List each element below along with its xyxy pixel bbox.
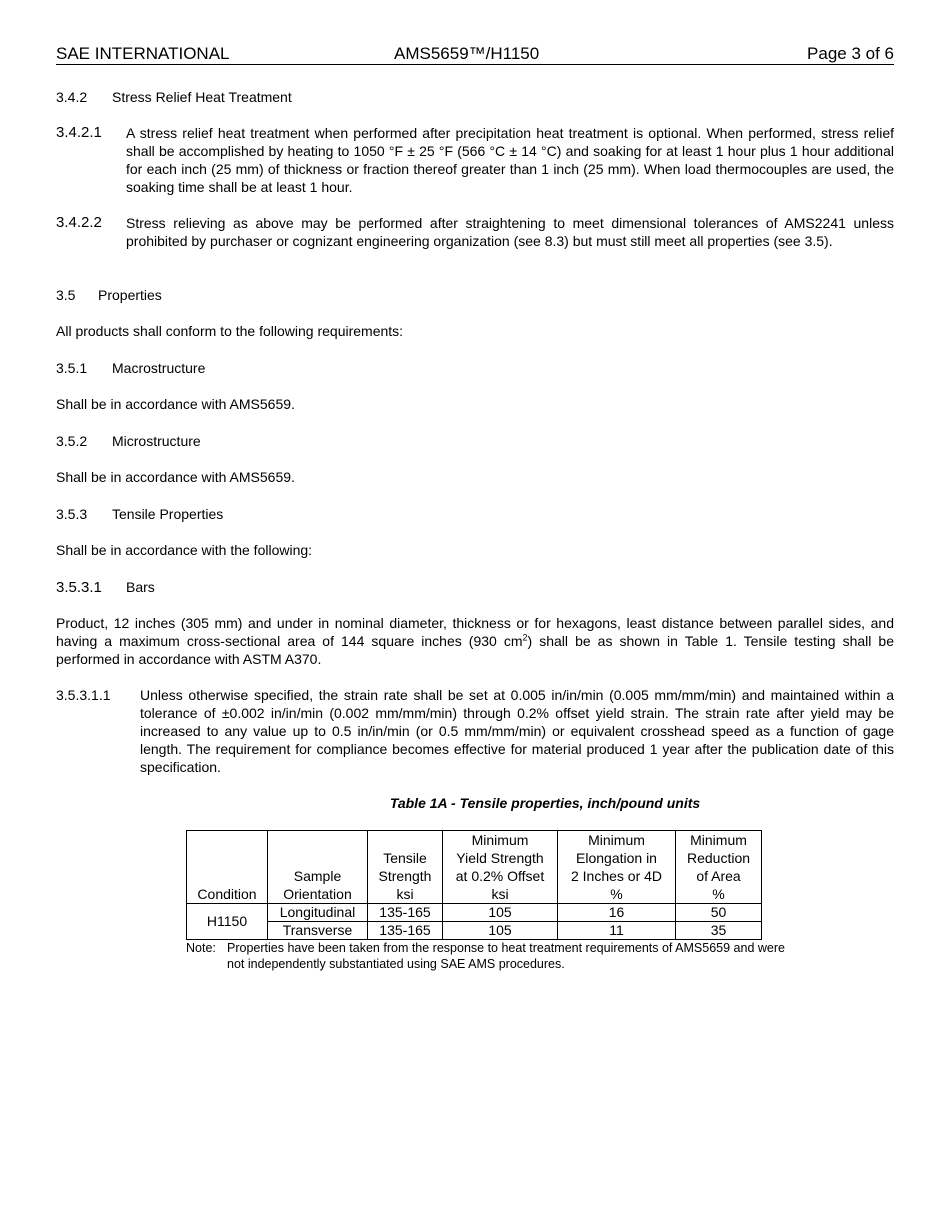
section-number: 3.5.1 bbox=[56, 360, 88, 376]
table-title: Table 1A - Tensile properties, inch/pound units bbox=[389, 795, 701, 811]
cell-reduction: 35 bbox=[676, 922, 762, 940]
section-title: Stress Relief Heat Treatment bbox=[112, 89, 292, 105]
tensile-properties-table bbox=[186, 830, 762, 940]
paragraph-number: 3.5.3.1.1 bbox=[56, 687, 111, 703]
cell-orientation: Longitudinal bbox=[268, 904, 368, 922]
header-sample-orientation: Sample Orientation bbox=[268, 831, 368, 904]
header-org: SAE INTERNATIONAL bbox=[56, 44, 230, 63]
table-note bbox=[186, 940, 786, 972]
paragraph-text: Unless otherwise specified, the strain rate shall be set at 0.005 in/in/min (0.005 mm/mm/min) and maintained within a tolerance of ±0.002 in/in/min (0.002 mm/mm/min) through 0.2% offset yield strain. The strain rate after yield may be increased to any value up to 0.5 in/in/min (or 0.5 mm/mm/min) or equivalent crosshead speed as a function of gage length. The requirement for compliance becomes effective for material produced 1 year after the publication date of this specification. bbox=[140, 687, 894, 775]
section-number: 3.5 bbox=[56, 287, 76, 303]
paragraph-3-4-2-1 bbox=[56, 124, 894, 196]
header-elongation: Minimum Elongation in 2 Inches or 4D % bbox=[558, 831, 676, 904]
cell-yield: 105 bbox=[443, 922, 558, 940]
note-text: Properties have been taken from the response to heat treatment requirements of AMS5659 and were not independently substantiated using SAE AMS procedures. bbox=[227, 941, 785, 971]
text-3-5-2: Shall be in accordance with AMS5659. bbox=[56, 469, 295, 485]
section-title: Microstructure bbox=[112, 433, 201, 449]
header-yield-strength: Minimum Yield Strength at 0.2% Offset ksi bbox=[443, 831, 558, 904]
page-header bbox=[56, 44, 894, 65]
section-number: 3.5.2 bbox=[56, 433, 88, 449]
bars-text-part-b: ) shall be as shown in Table 1. Tensile testing shall be performed in accordance with ASTM A370. bbox=[56, 633, 895, 667]
note-label: Note: bbox=[186, 941, 216, 955]
cell-tensile: 135-165 bbox=[368, 922, 443, 940]
table-row bbox=[187, 904, 762, 922]
cell-elongation: 11 bbox=[558, 922, 676, 940]
cell-reduction: 50 bbox=[676, 904, 762, 922]
section-title: Tensile Properties bbox=[112, 506, 224, 522]
table-header-row bbox=[187, 831, 762, 904]
bars-text-part-a: Product, 12 inches (305 mm) and under in nominal diameter, thickness or for hexagons, least distance between parallel sides, and having a maximum cross-sectional area of 144 square inches (930 cm bbox=[56, 615, 894, 649]
header-reduction-of-area: Minimum Reduction of Area % bbox=[676, 831, 762, 904]
cell-condition: H1150 bbox=[187, 904, 268, 940]
document-page bbox=[56, 44, 895, 971]
cell-elongation: 16 bbox=[558, 904, 676, 922]
heading-3-5-3 bbox=[56, 505, 223, 523]
cell-orientation: Transverse bbox=[268, 922, 368, 940]
heading-3-5-1 bbox=[56, 359, 205, 377]
table-row bbox=[187, 922, 762, 940]
header-tensile-strength: Tensile Strength ksi bbox=[368, 831, 443, 904]
section-number: 3.5.3 bbox=[56, 506, 88, 522]
heading-3-5-3-1 bbox=[56, 578, 155, 597]
paragraph-text: Stress relieving as above may be performed after straightening to meet dimensional tolerances of AMS2241 unless prohibited by purchaser or cognizant engineering organization (see 8.3) but must still meet all properties (see 3.5). bbox=[126, 215, 894, 249]
header-condition: Condition bbox=[187, 831, 268, 904]
section-number: 3.4.2 bbox=[56, 89, 88, 105]
paragraph-number: 3.4.2.2 bbox=[56, 214, 102, 231]
heading-3-5-2 bbox=[56, 432, 201, 450]
paragraph-3-4-2-2 bbox=[56, 214, 894, 250]
header-spec-id: AMS5659™/H1150 bbox=[394, 44, 540, 63]
superscript-2: 2 bbox=[522, 632, 528, 643]
paragraph-3-5-3-1-1 bbox=[56, 686, 894, 776]
section-title: Macrostructure bbox=[112, 360, 206, 376]
text-3-5-3: Shall be in accordance with the following: bbox=[56, 542, 313, 558]
paragraph-number: 3.4.2.1 bbox=[56, 124, 102, 141]
paragraph-text: A stress relief heat treatment when performed after precipitation heat treatment is optional. When performed, stress relief shall be accomplished by heating to 1050 °F ± 25 °F (566 °C ± 14 °C) and soaking for at least 1 hour plus 1 hour additional for each inch (25 mm) of thickness or fraction thereof greater than 1 inch (25 mm). When load thermocouples are used, the soaking time shall be at least 1 hour. bbox=[126, 125, 894, 195]
cell-yield: 105 bbox=[443, 904, 558, 922]
text-3-5: All products shall conform to the following requirements: bbox=[56, 323, 404, 339]
cell-tensile: 135-165 bbox=[368, 904, 443, 922]
section-number: 3.5.3.1 bbox=[56, 579, 102, 596]
section-title: Bars bbox=[126, 579, 155, 595]
text-3-5-3-1 bbox=[56, 614, 894, 668]
heading-3-4-2 bbox=[56, 88, 292, 106]
text-3-5-1: Shall be in accordance with AMS5659. bbox=[56, 396, 295, 412]
section-title: Properties bbox=[98, 287, 162, 303]
heading-3-5 bbox=[56, 286, 162, 304]
header-page-number: Page 3 of 6 bbox=[807, 44, 894, 63]
